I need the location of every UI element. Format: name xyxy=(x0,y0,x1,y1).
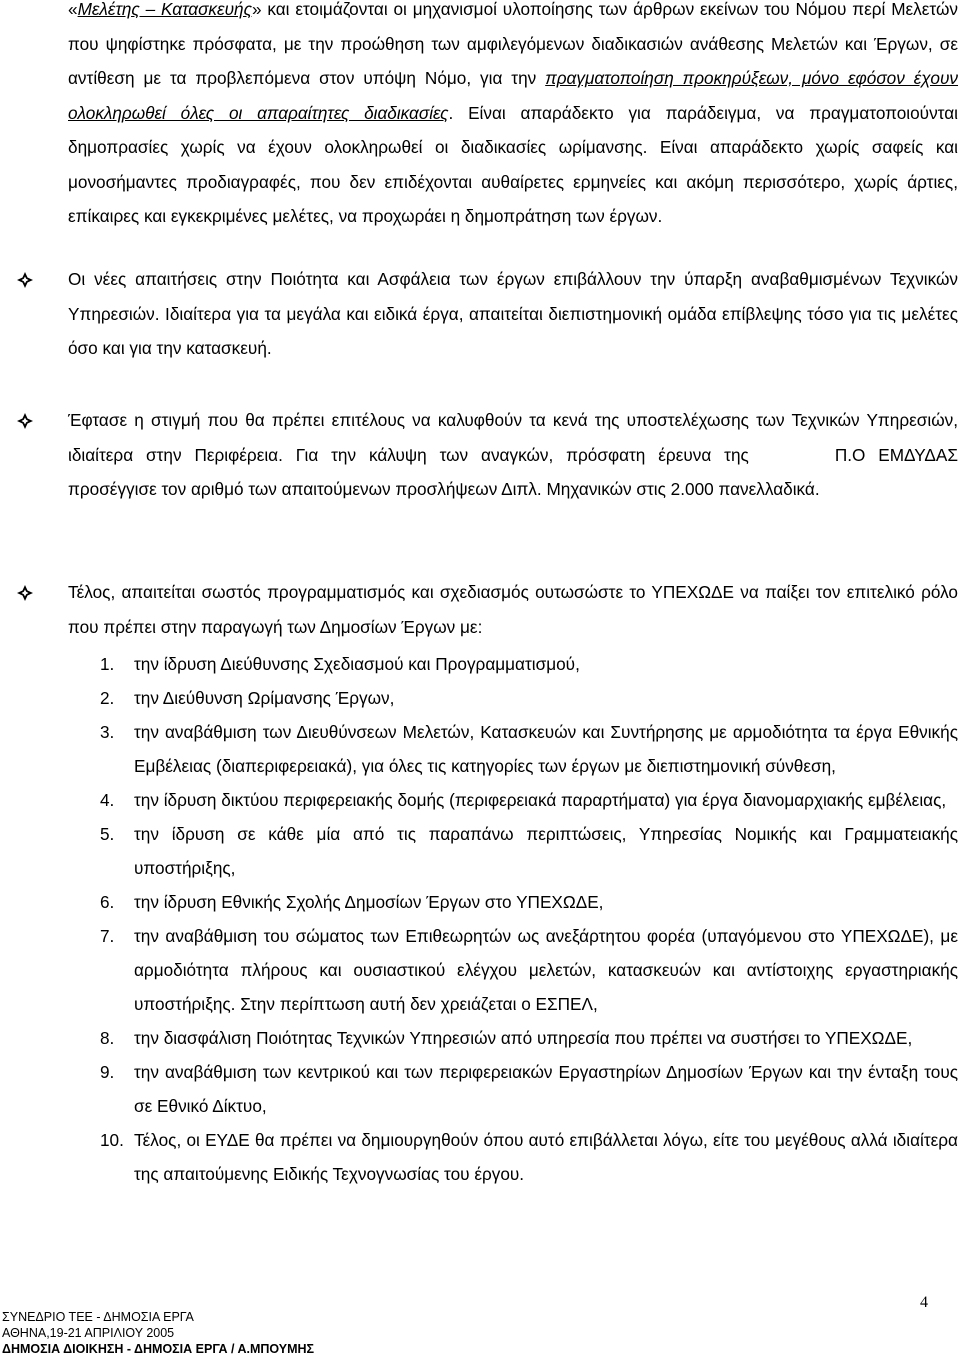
list-item-text: Τέλος, οι ΕΥΔΕ θα πρέπει να δημιουργηθούν όπου αυτό επιβάλλεται λόγω, είτε του μεγέθους αλλά ιδιαίτερα της απαιτούμενης Ειδικής Τεχνογνωσίας του έργου. xyxy=(134,1130,958,1184)
list-item-text: την ίδρυση σε κάθε μία από τις παραπάνω περιπτώσεις, Υπηρεσίας Νομικής και Γραμματειακής υποστήριξης, xyxy=(134,824,958,878)
list-item-text: την αναβάθμιση του σώματος των Επιθεωρητών ως ανεξάρτητου φορέα (υπαγόμενου στο ΥΠΕΧΩΔΕ), με αρμοδιότητα πλήρους και ουσιαστικού ελέγχου μελετών, κατασκευών και αντίστοιχης εργαστηριακής υποστήριξης. Στην περίπτωση αυτή δεν χρειάζεται ο ΕΣΠΕΛ, xyxy=(134,926,958,1014)
text-segment: Έφτασε η στιγμή που θα πρέπει επιτέλους να καλυφθούν τα κενά της υποστελέχωσης των Τεχνικών Υπηρεσιών, ιδιαίτερα στην Περιφέρεια. Για την κάλυψη των αναγκών, πρόσφατη έρευνα της xyxy=(68,410,958,465)
list-item xyxy=(0,885,960,919)
list-item xyxy=(0,1055,960,1123)
text-segment: Διπλ. Μηχανικών στις 2.000 πανελλαδικά. xyxy=(497,479,820,499)
text-segment: Οι xyxy=(68,269,95,289)
text-segment: . Είναι απαράδεκτο για παράδειγμα, να πραγματοποιούνται δημοπρασίες χωρίς να έχουν ολοκληρωθεί οι διαδικασίες ωρίμανσης. Είναι απαράδεκτο χωρίς σαφείς και μονοσήμαντες προδιαγραφές, που δεν επιδέχονται αυθαίρετες ερμηνείες και ακόμη περισσότερο, χωρίς άρτιες, επίκαιρες και εγκεκριμένες μελέτες, να προχωράει η δημοπράτηση των έργων. xyxy=(68,102,958,226)
emphasis-text: προσλήψεων xyxy=(395,479,498,499)
text-segment: « xyxy=(68,0,78,19)
text-segment: Π.Ο ΕΜΔΥΔΑΣ προσέγγισε τον αριθμό των απαιτούμενων xyxy=(68,444,958,499)
diamond-bullet-icon xyxy=(18,262,38,296)
bullet-staffing xyxy=(68,403,958,507)
list-item-text: την ίδρυση δικτύου περιφερειακής δομής (περιφερειακά παραρτήματα) για έργα διανομαρχιακής εμβέλειας, xyxy=(134,790,947,810)
list-item-text: την ίδρυση Διεύθυνσης Σχεδιασμού και Προγραμματισμού, xyxy=(134,654,580,674)
text-segment: ουτωσώστε το xyxy=(528,582,652,602)
text-segment: Τέλος, απαιτείται σωστός xyxy=(68,582,268,602)
diamond-bullet-icon xyxy=(18,403,38,437)
footer-date: ΑΘΗΝΑ,19-21 ΑΠΡΙΛΙΟΥ 2005 xyxy=(2,1326,175,1340)
list-item-number: 6. xyxy=(100,892,115,912)
list-item-text: την Διεύθυνση Ωρίμανσης Έργων, xyxy=(134,688,395,708)
list-item xyxy=(0,681,960,715)
emphasis-text: διεπιστημονική ομάδα επίβλεψης xyxy=(548,303,802,324)
list-item xyxy=(0,783,960,817)
list-item xyxy=(0,1123,960,1191)
text-segment: » και ετοιμάζονται οι μηχανισμοί υλοποίησης των άρθρων εκείνων του Νόμου περί Μελετών που ψηφίστηκε πρόσφατα, με την προώθηση των αμφιλεγόμενων διαδικασιών ανάθεσης Μελετών και Έργων, σε αντίθεση με τα προβλεπόμενα στον υπόψη Νόμο, για την xyxy=(68,0,958,88)
diamond-bullet-icon xyxy=(18,575,38,609)
list-item-text: την διασφάλιση Ποιότητας Τεχνικών Υπηρεσιών από υπηρεσία που πρέπει να συστήσει το ΥΠΕΧΩΔΕ, xyxy=(134,1028,913,1048)
list-item-number: 4. xyxy=(100,790,115,810)
emphasis-text: προγραμματισμός και σχεδιασμός xyxy=(267,582,529,602)
list-item-number: 7. xyxy=(100,926,115,946)
footer-conference: ΣΥΝΕΔΡΙΟ ΤΕΕ - ΔΗΜΟΣΙΑ ΕΡΓΑ xyxy=(2,1310,194,1324)
bullet-planning xyxy=(68,575,958,644)
list-item-number: 10. xyxy=(100,1130,124,1150)
emphasis-text: νέες απαιτήσεις στην Ποιότητα και Ασφάλεια των έργων xyxy=(94,269,545,289)
page-number: 4 xyxy=(920,1294,928,1311)
emphasis-text: πραγματοποίηση προκηρύξεων, μόνο εφόσον έχουν ολοκληρωθεί όλες οι απαραίτητες διαδικασίες xyxy=(68,68,959,123)
list-item xyxy=(0,715,960,783)
text-segment: που πρέπει στην παραγωγή των Δημοσίων Έργων με: xyxy=(68,616,483,637)
list-item-text: την ίδρυση Εθνικής Σχολής Δημοσίων Έργων στο ΥΠΕΧΩΔΕ, xyxy=(134,892,604,912)
intro-paragraph xyxy=(68,0,958,234)
list-item-text: την αναβάθμιση των κεντρικού και των περιφερειακών Εργαστηρίων Δημοσίων Έργων και την ένταξη τους σε Εθνικό Δίκτυο, xyxy=(134,1062,958,1116)
bullet-quality-safety xyxy=(68,262,958,366)
list-item-number: 2. xyxy=(100,688,115,708)
page-footer xyxy=(2,1309,314,1357)
list-item-text: την αναβάθμιση των Διευθύνσεων Μελετών, Κατασκευών και Συντήρησης με αρμοδιότητα τα έργα Εθνικής Εμβέλειας (διαπεριφερειακά), για όλες τις κατηγορίες των έργων με διεπιστημονική σύνθεση, xyxy=(134,722,958,776)
footer-section: ΔΗΜΟΣΙΑ ΔΙΟΙΚΗΣΗ - ΔΗΜΟΣΙΑ ΕΡΓΑ / Α.ΜΠΟΥΜΗΣ xyxy=(2,1342,315,1356)
list-item-number: 5. xyxy=(100,824,115,844)
emphasis-text: Μελέτης – Κατασκευής xyxy=(77,0,252,19)
list-item xyxy=(0,1021,960,1055)
bold-emphasis-text: ΥΠΕΧΩΔΕ να παίξει τον επιτελικό ρόλο xyxy=(651,582,958,602)
list-item-number: 1. xyxy=(100,654,115,674)
text-segment: τόσο για τις μελέτες όσο και για την κατασκευή. xyxy=(68,303,958,358)
numbered-list xyxy=(0,647,960,1191)
list-item xyxy=(0,919,960,1021)
list-item xyxy=(0,647,960,681)
list-item-number: 9. xyxy=(100,1062,115,1082)
list-item xyxy=(0,817,960,885)
text-segment: επιβάλλουν την ύπαρξη αναβαθμισμένων Τεχνικών Υπηρεσιών. Ιδιαίτερα για τα μεγάλα και ειδικά έργα, απαιτείται xyxy=(68,269,958,324)
list-item-number: 3. xyxy=(100,722,115,742)
list-item-number: 8. xyxy=(100,1028,115,1048)
